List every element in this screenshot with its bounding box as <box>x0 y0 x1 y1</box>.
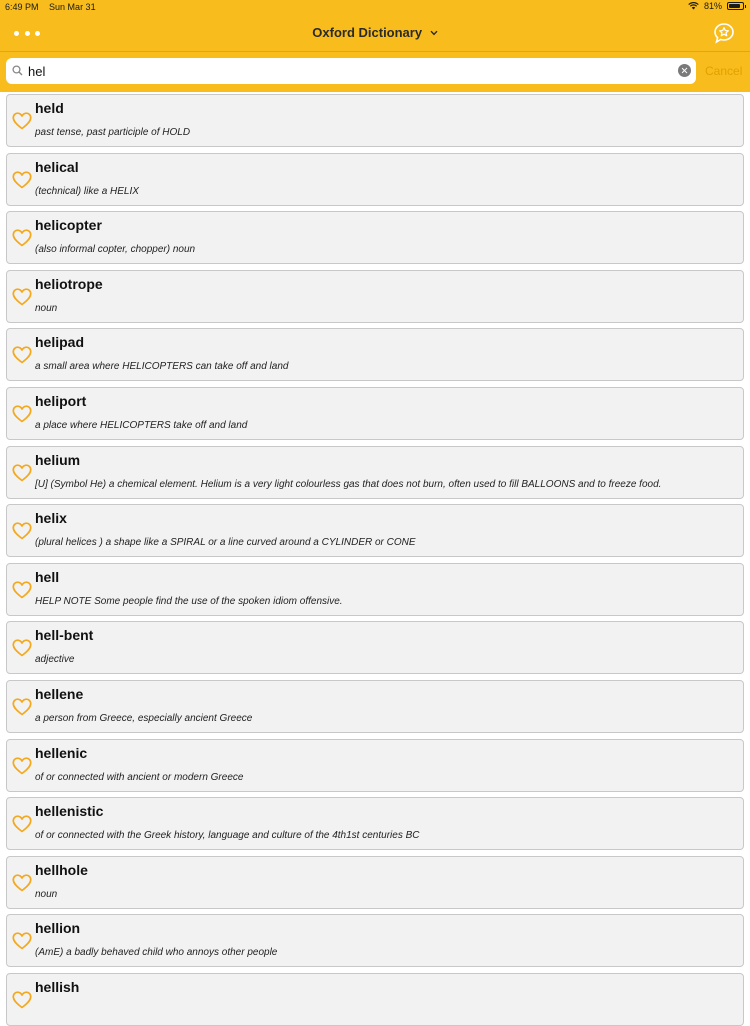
heart-outline-icon[interactable] <box>12 639 32 657</box>
heart-outline-icon[interactable] <box>12 522 32 540</box>
entry-definition: (technical) like a HELIX <box>35 185 139 197</box>
entry-word: helipad <box>35 334 85 351</box>
entry-word: hellenic <box>35 744 88 761</box>
dictionary-selector[interactable] <box>0 25 750 40</box>
nav-bar <box>0 14 750 52</box>
heart-outline-icon[interactable] <box>12 112 32 130</box>
heart-outline-icon[interactable] <box>12 464 32 482</box>
page-title: Oxford Dictionary <box>312 25 423 40</box>
status-date: Sun Mar 31 <box>49 2 96 12</box>
list-item[interactable] <box>6 387 744 440</box>
entry-word: helix <box>35 510 67 527</box>
heart-outline-icon[interactable] <box>12 288 32 306</box>
list-item[interactable] <box>6 739 744 792</box>
heart-outline-icon[interactable] <box>12 229 32 247</box>
search-icon <box>12 65 23 76</box>
entry-word: hell <box>35 568 60 585</box>
status-bar <box>0 0 750 14</box>
heart-outline-icon[interactable] <box>12 991 32 1009</box>
heart-outline-icon[interactable] <box>12 815 32 833</box>
list-item[interactable] <box>6 153 744 206</box>
entry-definition: a small area where HELICOPTERS can take off and land <box>35 361 289 373</box>
entry-word: held <box>35 100 64 116</box>
entry-word: helical <box>35 158 79 175</box>
search-query: hel <box>28 64 46 79</box>
star-chat-bubble-icon[interactable] <box>713 22 735 44</box>
list-item[interactable] <box>6 211 744 264</box>
entry-word: heliotrope <box>35 275 103 292</box>
entry-definition: HELP NOTE Some people find the use of the spoken idiom offensive. <box>35 595 343 607</box>
heart-outline-icon[interactable] <box>12 874 32 892</box>
entry-word: helicopter <box>35 217 102 234</box>
list-item[interactable] <box>6 328 744 381</box>
heart-outline-icon[interactable] <box>12 932 32 950</box>
heart-outline-icon[interactable] <box>12 171 32 189</box>
entry-definition: a place where HELICOPTERS take off and land <box>35 420 248 431</box>
list-item[interactable] <box>6 680 744 733</box>
entry-word: hellene <box>35 686 84 702</box>
entry-definition: (plural helices ) a shape like a SPIRAL or a line curved around a CYLINDER or CONE <box>35 537 416 549</box>
entry-word: hellion <box>35 920 81 937</box>
list-item[interactable] <box>6 94 744 147</box>
entry-definition: [U] (Symbol He) a chemical element. Helium is a very light colourless gas that does not burn, often used to fill BALLOONS and to freeze food. <box>35 478 662 490</box>
status-time: 6:49 PM <box>5 2 39 12</box>
cancel-button[interactable]: Cancel <box>705 64 743 78</box>
heart-outline-icon[interactable] <box>12 757 32 775</box>
list-item[interactable] <box>6 563 744 616</box>
entry-definition: of or connected with ancient or modern Greece <box>35 771 244 783</box>
battery-percent: 81% <box>703 1 722 11</box>
entry-word: heliport <box>35 393 87 409</box>
entry-definition: noun <box>35 888 58 900</box>
list-item[interactable] <box>6 797 744 850</box>
chevron-down-icon <box>430 30 438 36</box>
entry-definition: adjective <box>35 654 75 666</box>
list-item[interactable] <box>6 504 744 557</box>
heart-outline-icon[interactable] <box>12 346 32 364</box>
heart-outline-icon[interactable] <box>12 405 32 423</box>
list-item[interactable] <box>6 914 744 967</box>
list-item[interactable] <box>6 446 744 499</box>
entry-word: hellenistic <box>35 803 104 820</box>
entry-word: hell-bent <box>35 627 94 644</box>
entry-definition: (AmE) a badly behaved child who annoys other people <box>35 947 278 959</box>
entry-definition: a person from Greece, especially ancient Greece <box>35 713 253 724</box>
list-item[interactable] <box>6 856 744 909</box>
entry-definition: (also informal copter, chopper) noun <box>35 244 196 256</box>
entry-word: helium <box>35 451 81 468</box>
list-item[interactable] <box>6 621 744 674</box>
search-input[interactable] <box>6 58 696 84</box>
search-bar <box>0 52 750 92</box>
entry-word: hellish <box>35 979 80 995</box>
list-item[interactable] <box>6 270 744 323</box>
entry-definition: of or connected with the Greek history, language and culture of the 4th1st centuries BC <box>35 830 420 842</box>
entry-word: hellhole <box>35 861 88 878</box>
wifi-icon <box>688 2 699 10</box>
clear-icon[interactable] <box>678 64 691 77</box>
entry-definition: past tense, past participle of HOLD <box>35 127 191 138</box>
heart-outline-icon[interactable] <box>12 698 32 716</box>
entry-definition: noun <box>35 302 58 314</box>
heart-outline-icon[interactable] <box>12 581 32 599</box>
battery-icon <box>727 2 744 10</box>
